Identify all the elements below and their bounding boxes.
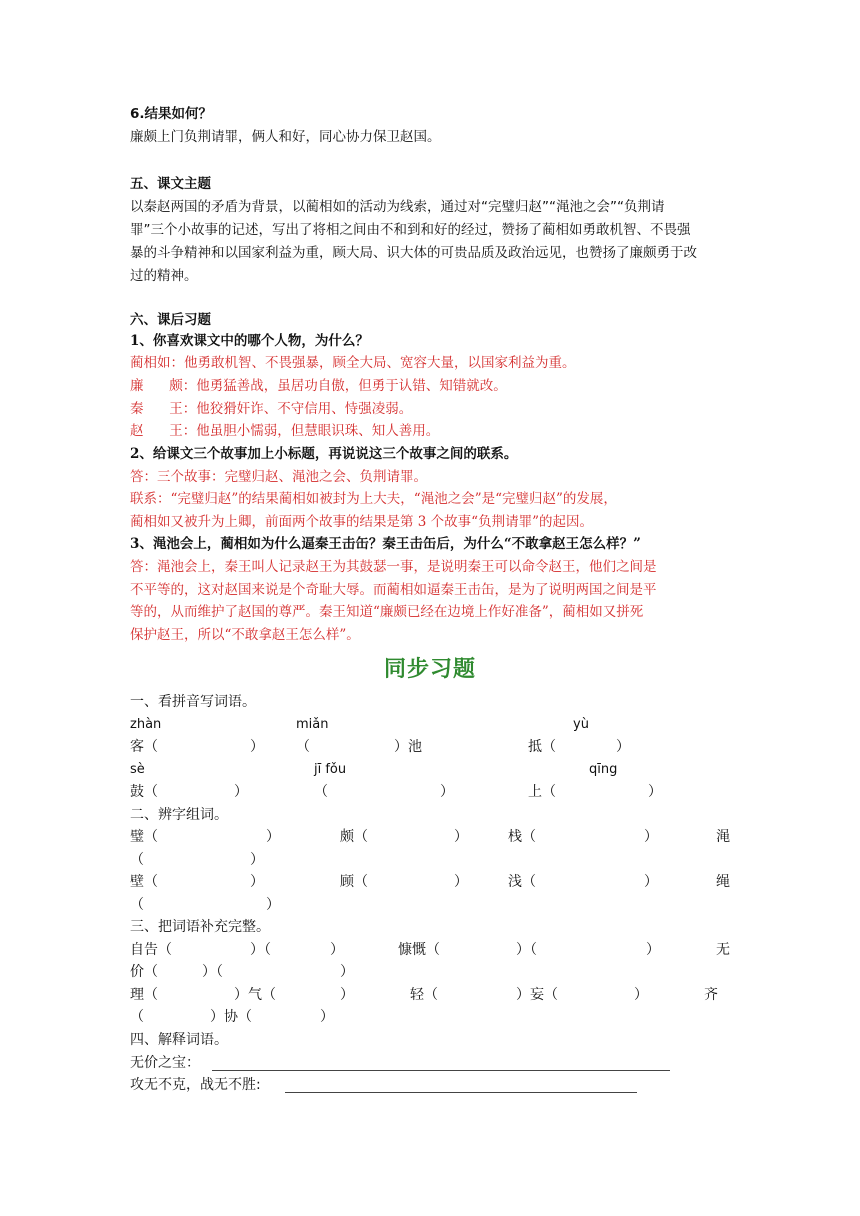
blank-close: ） — [648, 784, 662, 800]
theme-line: 过的精神。 — [130, 268, 198, 284]
blank-close: ） — [440, 784, 454, 800]
blank-close: ） — [634, 987, 648, 1003]
char: 无 — [716, 942, 730, 958]
exercise-title: 同步习题 — [383, 657, 476, 682]
blank-open: （ — [314, 784, 328, 800]
blank-open: 颇（ — [340, 829, 368, 845]
blank-pair: ）（ — [202, 964, 223, 980]
blank-close: ） — [266, 897, 280, 913]
answer-3-line: 答：渑池会上，秦王叫人记录赵王为其鼓瑟一事，是说明秦王可以命令赵王，他们之间是 — [130, 559, 657, 575]
blank-open: 理（ — [130, 987, 158, 1003]
blank-pair: ）气（ — [234, 987, 276, 1003]
blank-close: ） — [340, 987, 354, 1003]
section-6b-heading: 六、课后习题 — [130, 312, 211, 328]
question-1: 1、你喜欢课文中的哪个人物，为什么？ — [130, 333, 369, 349]
term-label: 攻无不克，战无不胜: — [130, 1077, 261, 1093]
blank-open: 壁（ — [130, 874, 158, 890]
answer-1-line: 蔺相如：他勇敢机智、不畏强暴，顾全大局、宽容大量，以国家利益为重。 — [130, 355, 576, 371]
answer-1-line: 秦 王：他狡猾奸诈、不守信用、恃强凌弱。 — [130, 401, 413, 417]
blank-open: （ — [130, 897, 144, 913]
answer-1-line: 廉 颇：他勇猛善战，虽居功自傲，但勇于认错、知错就改。 — [130, 378, 507, 394]
blank-close: ） — [454, 829, 468, 845]
blank-open: 慷慨（ — [398, 942, 440, 958]
pinyin: qīng — [589, 762, 618, 777]
theme-line: 罪”三个小故事的记述，写出了将相之间由不和到和好的经过，赞扬了蔺相如勇敢机智、不畏强 — [130, 222, 691, 238]
char: 绳 — [716, 874, 730, 890]
section-6-answer: 廉颇上门负荆请罪，俩人和好，同心协力保卫赵国。 — [130, 129, 441, 145]
answer-2-line: 联系：“完璧归赵”的结果蔺相如被封为上大夫，“渑池之会”是“完璧归赵”的发展， — [130, 491, 617, 507]
blank-open: 轻（ — [410, 987, 438, 1003]
answer-2-line: 答：三个故事：完璧归赵、渑池之会、负荆请罪。 — [130, 469, 427, 485]
blank-close: ） — [644, 874, 658, 890]
blank-open: 浅（ — [508, 874, 536, 890]
blank-pair: ）协（ — [210, 1009, 252, 1025]
blank-close: ） — [250, 739, 264, 755]
blank-close: ） — [250, 852, 264, 868]
theme-line: 暴的斗争精神和以国家利益为重，顾大局、识大体的可贵品质及政治远见，也赞扬了廉颇勇于改 — [130, 245, 697, 261]
blank-close: ）池 — [394, 739, 422, 755]
blank-open: 客（ — [130, 739, 158, 755]
answer-1-line: 赵 王：他虽胆小懦弱，但慧眼识珠、知人善用。 — [130, 423, 440, 439]
section-5-heading: 五、课文主题 — [130, 176, 211, 192]
blank-open: 顾（ — [340, 874, 368, 890]
blank-close: ） — [250, 874, 264, 890]
blank-pair: ）（ — [250, 942, 271, 958]
pinyin: yù — [573, 717, 589, 732]
blank-open: （ — [130, 852, 144, 868]
answer-3-line: 等的，从而维护了赵国的尊严。秦王知道“廉颇已经在边境上作好准备”，蔺相如又拼死 — [130, 604, 644, 620]
blank-open: 价（ — [130, 964, 158, 980]
pinyin: zhàn — [130, 717, 162, 732]
blank-open: （ — [296, 739, 310, 755]
answer-line[interactable] — [285, 1092, 637, 1093]
pinyin: jī fǒu — [314, 762, 347, 777]
blank-close: ） — [616, 739, 630, 755]
pinyin: miǎn — [296, 717, 329, 732]
question-3: 3、渑池会上，蔺相如为什么逼秦王击缶？秦王击缶后，为什么“不敢拿赵王怎么样？” — [130, 536, 641, 552]
section-6-heading: 6.结果如何？ — [130, 106, 213, 122]
exercise-1-heading: 一、看拼音写词语。 — [130, 694, 256, 710]
blank-open: 自告（ — [130, 942, 172, 958]
blank-pair: ）妄（ — [516, 987, 558, 1003]
blank-close: ） — [234, 784, 248, 800]
theme-line: 以秦赵两国的矛盾为背景，以蔺相如的活动为线索，通过对“完璧归赵”“渑池之会”“负荆请 — [130, 199, 665, 215]
blank-open: 栈（ — [508, 829, 536, 845]
blank-open: （ — [130, 1009, 144, 1025]
blank-open: 抵（ — [528, 739, 556, 755]
pinyin: sè — [130, 762, 145, 777]
question-2: 2、给课文三个故事加上小标题，再说说这三个故事之间的联系。 — [130, 446, 518, 462]
answer-2-line: 蔺相如又被升为上卿，前面两个故事的结果是第 3 个故事“负荆请罪”的起因。 — [130, 514, 593, 530]
blank-close: ） — [646, 942, 660, 958]
exercise-3-heading: 三、把词语补充完整。 — [130, 919, 270, 935]
answer-3-line: 保护赵王，所以“不敢拿赵王怎么样”。 — [130, 627, 360, 643]
term-label: 无价之宝： — [130, 1055, 200, 1071]
blank-close: ） — [320, 1009, 334, 1025]
exercise-2-heading: 二、辨字组词。 — [130, 807, 228, 823]
blank-close: ） — [644, 829, 658, 845]
exercise-4-heading: 四、解释词语。 — [130, 1032, 228, 1048]
blank-pair: ）（ — [516, 942, 537, 958]
answer-3-line: 不平等的，这对赵国来说是个奇耻大辱。而蔺相如逼秦王击缶，是为了说明两国之间是平 — [130, 582, 657, 598]
blank-close: ） — [340, 964, 354, 980]
char: 渑 — [716, 829, 730, 845]
blank-close: ） — [330, 942, 344, 958]
blank-open: 上（ — [528, 784, 556, 800]
blank-close: ） — [454, 874, 468, 890]
char: 齐 — [704, 987, 718, 1003]
blank-open: 璧（ — [130, 829, 158, 845]
answer-line[interactable] — [212, 1070, 670, 1071]
blank-open: 鼓（ — [130, 784, 158, 800]
blank-close: ） — [266, 829, 280, 845]
